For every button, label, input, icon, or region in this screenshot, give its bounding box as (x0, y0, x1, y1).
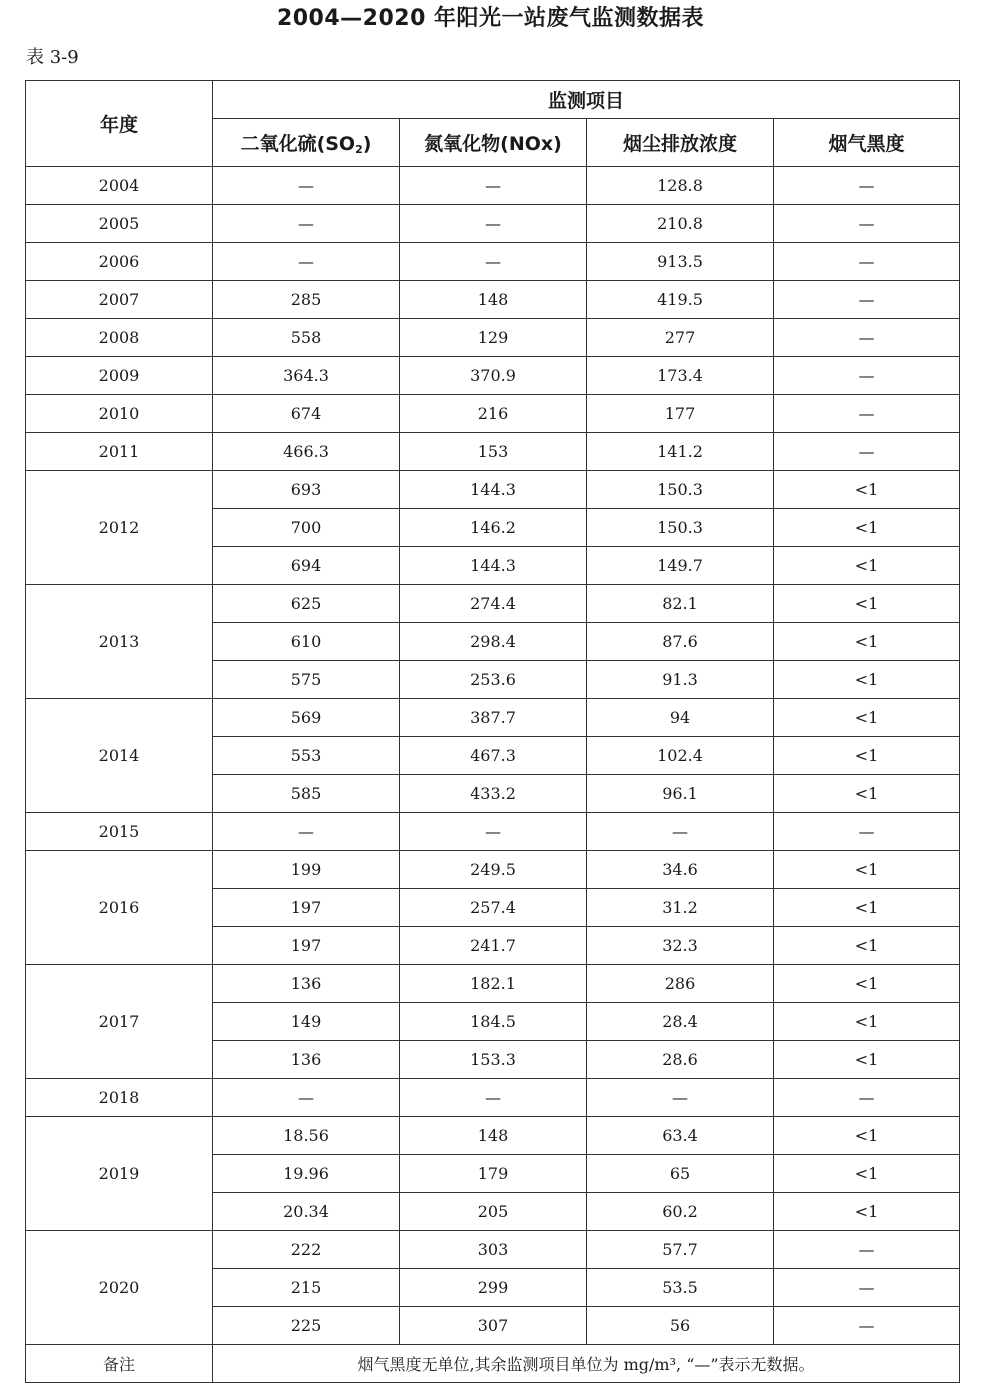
smoke-cell: — (774, 1269, 960, 1307)
so2-cell: 199 (213, 851, 400, 889)
year-cell: 2011 (26, 433, 213, 471)
smoke-cell: — (774, 395, 960, 433)
smoke-cell: <1 (774, 889, 960, 927)
so2-cell: 674 (213, 395, 400, 433)
dust-cell: 210.8 (587, 205, 774, 243)
year-cell: 2020 (26, 1231, 213, 1345)
table-row (26, 851, 960, 889)
header-so2-subscript: 2 (355, 143, 363, 156)
dust-cell: 28.6 (587, 1041, 774, 1079)
dust-cell: 128.8 (587, 167, 774, 205)
smoke-cell: <1 (774, 1041, 960, 1079)
dust-cell: 60.2 (587, 1193, 774, 1231)
dust-cell: 286 (587, 965, 774, 1003)
header-dust: 烟尘排放浓度 (587, 119, 774, 167)
table-number: 表 3-9 (26, 47, 79, 68)
so2-cell: 700 (213, 509, 400, 547)
dust-cell: 277 (587, 319, 774, 357)
nox-cell: 146.2 (400, 509, 587, 547)
so2-cell: 466.3 (213, 433, 400, 471)
table-row (26, 319, 960, 357)
table-row (26, 1079, 960, 1117)
nox-cell: 241.7 (400, 927, 587, 965)
header-smoke-blackness: 烟气黑度 (774, 119, 960, 167)
dust-cell: 91.3 (587, 661, 774, 699)
year-cell: 2017 (26, 965, 213, 1079)
table-body (26, 167, 960, 1345)
nox-cell: 387.7 (400, 699, 587, 737)
so2-cell: — (213, 1079, 400, 1117)
dust-cell: — (587, 1079, 774, 1117)
smoke-cell: <1 (774, 1193, 960, 1231)
smoke-cell: <1 (774, 509, 960, 547)
header-year: 年度 (26, 81, 213, 167)
note-text: 烟气黑度无单位,其余监测项目单位为 mg/m³, “—”表示无数据。 (213, 1345, 960, 1383)
nox-cell: — (400, 167, 587, 205)
dust-cell: 82.1 (587, 585, 774, 623)
document-title: 2004—2020 年阳光一站废气监测数据表 (276, 6, 705, 31)
nox-cell: 249.5 (400, 851, 587, 889)
so2-cell: — (213, 167, 400, 205)
table-row (26, 167, 960, 205)
nox-cell: — (400, 205, 587, 243)
nox-cell: 182.1 (400, 965, 587, 1003)
nox-cell: 298.4 (400, 623, 587, 661)
table-row (26, 1117, 960, 1155)
table-row (26, 205, 960, 243)
nox-cell: — (400, 243, 587, 281)
dust-cell: 56 (587, 1307, 774, 1345)
smoke-cell: — (774, 433, 960, 471)
year-cell: 2014 (26, 699, 213, 813)
smoke-cell: — (774, 319, 960, 357)
dust-cell: 149.7 (587, 547, 774, 585)
so2-cell: 558 (213, 319, 400, 357)
so2-cell: 610 (213, 623, 400, 661)
so2-cell: 136 (213, 965, 400, 1003)
table-row (26, 471, 960, 509)
header-row-1 (26, 81, 960, 119)
nox-cell: 370.9 (400, 357, 587, 395)
smoke-cell: — (774, 167, 960, 205)
so2-cell: 18.56 (213, 1117, 400, 1155)
smoke-cell: <1 (774, 699, 960, 737)
year-cell: 2005 (26, 205, 213, 243)
nox-cell: 216 (400, 395, 587, 433)
nox-cell: — (400, 1079, 587, 1117)
nox-cell: 148 (400, 1117, 587, 1155)
table-row (26, 813, 960, 851)
dust-cell: 150.3 (587, 509, 774, 547)
year-cell: 2016 (26, 851, 213, 965)
dust-cell: 173.4 (587, 357, 774, 395)
year-cell: 2010 (26, 395, 213, 433)
smoke-cell: <1 (774, 927, 960, 965)
so2-cell: 225 (213, 1307, 400, 1345)
nox-cell: 299 (400, 1269, 587, 1307)
dust-cell: 913.5 (587, 243, 774, 281)
year-cell: 2007 (26, 281, 213, 319)
smoke-cell: <1 (774, 1003, 960, 1041)
so2-cell: — (213, 205, 400, 243)
dust-cell: 31.2 (587, 889, 774, 927)
so2-cell: 19.96 (213, 1155, 400, 1193)
dust-cell: — (587, 813, 774, 851)
dust-cell: 87.6 (587, 623, 774, 661)
year-cell: 2015 (26, 813, 213, 851)
year-cell: 2019 (26, 1117, 213, 1231)
header-so2 (213, 119, 400, 167)
nox-cell: 257.4 (400, 889, 587, 927)
year-cell: 2009 (26, 357, 213, 395)
so2-cell: 364.3 (213, 357, 400, 395)
dust-cell: 65 (587, 1155, 774, 1193)
dust-cell: 94 (587, 699, 774, 737)
header-so2-prefix: 二氧化硫(SO (240, 133, 356, 155)
year-cell: 2004 (26, 167, 213, 205)
so2-cell: — (213, 813, 400, 851)
nox-cell: 144.3 (400, 547, 587, 585)
nox-cell: 467.3 (400, 737, 587, 775)
dust-cell: 96.1 (587, 775, 774, 813)
year-cell: 2006 (26, 243, 213, 281)
table-row (26, 395, 960, 433)
nox-cell: 205 (400, 1193, 587, 1231)
dust-cell: 150.3 (587, 471, 774, 509)
smoke-cell: <1 (774, 851, 960, 889)
smoke-cell: — (774, 205, 960, 243)
year-cell: 2018 (26, 1079, 213, 1117)
nox-cell: 433.2 (400, 775, 587, 813)
smoke-cell: <1 (774, 1155, 960, 1193)
so2-cell: 20.34 (213, 1193, 400, 1231)
smoke-cell: <1 (774, 1117, 960, 1155)
dust-cell: 102.4 (587, 737, 774, 775)
nox-cell: 129 (400, 319, 587, 357)
so2-cell: 285 (213, 281, 400, 319)
smoke-cell: — (774, 281, 960, 319)
table-row (26, 243, 960, 281)
nox-cell: 179 (400, 1155, 587, 1193)
table-row (26, 433, 960, 471)
so2-cell: 625 (213, 585, 400, 623)
header-monitoring-items: 监测项目 (213, 81, 960, 119)
nox-cell: 144.3 (400, 471, 587, 509)
dust-cell: 63.4 (587, 1117, 774, 1155)
smoke-cell: <1 (774, 547, 960, 585)
dust-cell: 34.6 (587, 851, 774, 889)
table-row (26, 965, 960, 1003)
nox-cell: 307 (400, 1307, 587, 1345)
table-row (26, 1231, 960, 1269)
header-so2-suffix: ) (362, 133, 372, 155)
smoke-cell: — (774, 357, 960, 395)
so2-cell: 694 (213, 547, 400, 585)
nox-cell: 274.4 (400, 585, 587, 623)
dust-cell: 57.7 (587, 1231, 774, 1269)
so2-cell: 215 (213, 1269, 400, 1307)
so2-cell: 569 (213, 699, 400, 737)
smoke-cell: <1 (774, 585, 960, 623)
so2-cell: 197 (213, 927, 400, 965)
year-cell: 2012 (26, 471, 213, 585)
dust-cell: 419.5 (587, 281, 774, 319)
header-nox: 氮氧化物(NOx) (400, 119, 587, 167)
so2-cell: 136 (213, 1041, 400, 1079)
smoke-cell: — (774, 243, 960, 281)
smoke-cell: <1 (774, 623, 960, 661)
nox-cell: 184.5 (400, 1003, 587, 1041)
so2-cell: 149 (213, 1003, 400, 1041)
smoke-cell: <1 (774, 471, 960, 509)
so2-cell: — (213, 243, 400, 281)
note-label: 备注 (26, 1345, 213, 1383)
so2-cell: 693 (213, 471, 400, 509)
so2-cell: 575 (213, 661, 400, 699)
smoke-cell: <1 (774, 775, 960, 813)
table-row (26, 357, 960, 395)
so2-cell: 585 (213, 775, 400, 813)
nox-cell: 253.6 (400, 661, 587, 699)
nox-cell: 153.3 (400, 1041, 587, 1079)
year-cell: 2013 (26, 585, 213, 699)
dust-cell: 141.2 (587, 433, 774, 471)
dust-cell: 177 (587, 395, 774, 433)
smoke-cell: — (774, 1079, 960, 1117)
so2-cell: 553 (213, 737, 400, 775)
emissions-table (25, 80, 960, 1383)
table-row (26, 585, 960, 623)
dust-cell: 53.5 (587, 1269, 774, 1307)
nox-cell: 153 (400, 433, 587, 471)
so2-cell: 197 (213, 889, 400, 927)
nox-cell: 148 (400, 281, 587, 319)
smoke-cell: <1 (774, 661, 960, 699)
nox-cell: — (400, 813, 587, 851)
smoke-cell: — (774, 813, 960, 851)
dust-cell: 32.3 (587, 927, 774, 965)
smoke-cell: <1 (774, 737, 960, 775)
table-row (26, 699, 960, 737)
dust-cell: 28.4 (587, 1003, 774, 1041)
year-cell: 2008 (26, 319, 213, 357)
smoke-cell: — (774, 1231, 960, 1269)
table-row (26, 281, 960, 319)
smoke-cell: — (774, 1307, 960, 1345)
note-row (26, 1345, 960, 1383)
so2-cell: 222 (213, 1231, 400, 1269)
smoke-cell: <1 (774, 965, 960, 1003)
nox-cell: 303 (400, 1231, 587, 1269)
